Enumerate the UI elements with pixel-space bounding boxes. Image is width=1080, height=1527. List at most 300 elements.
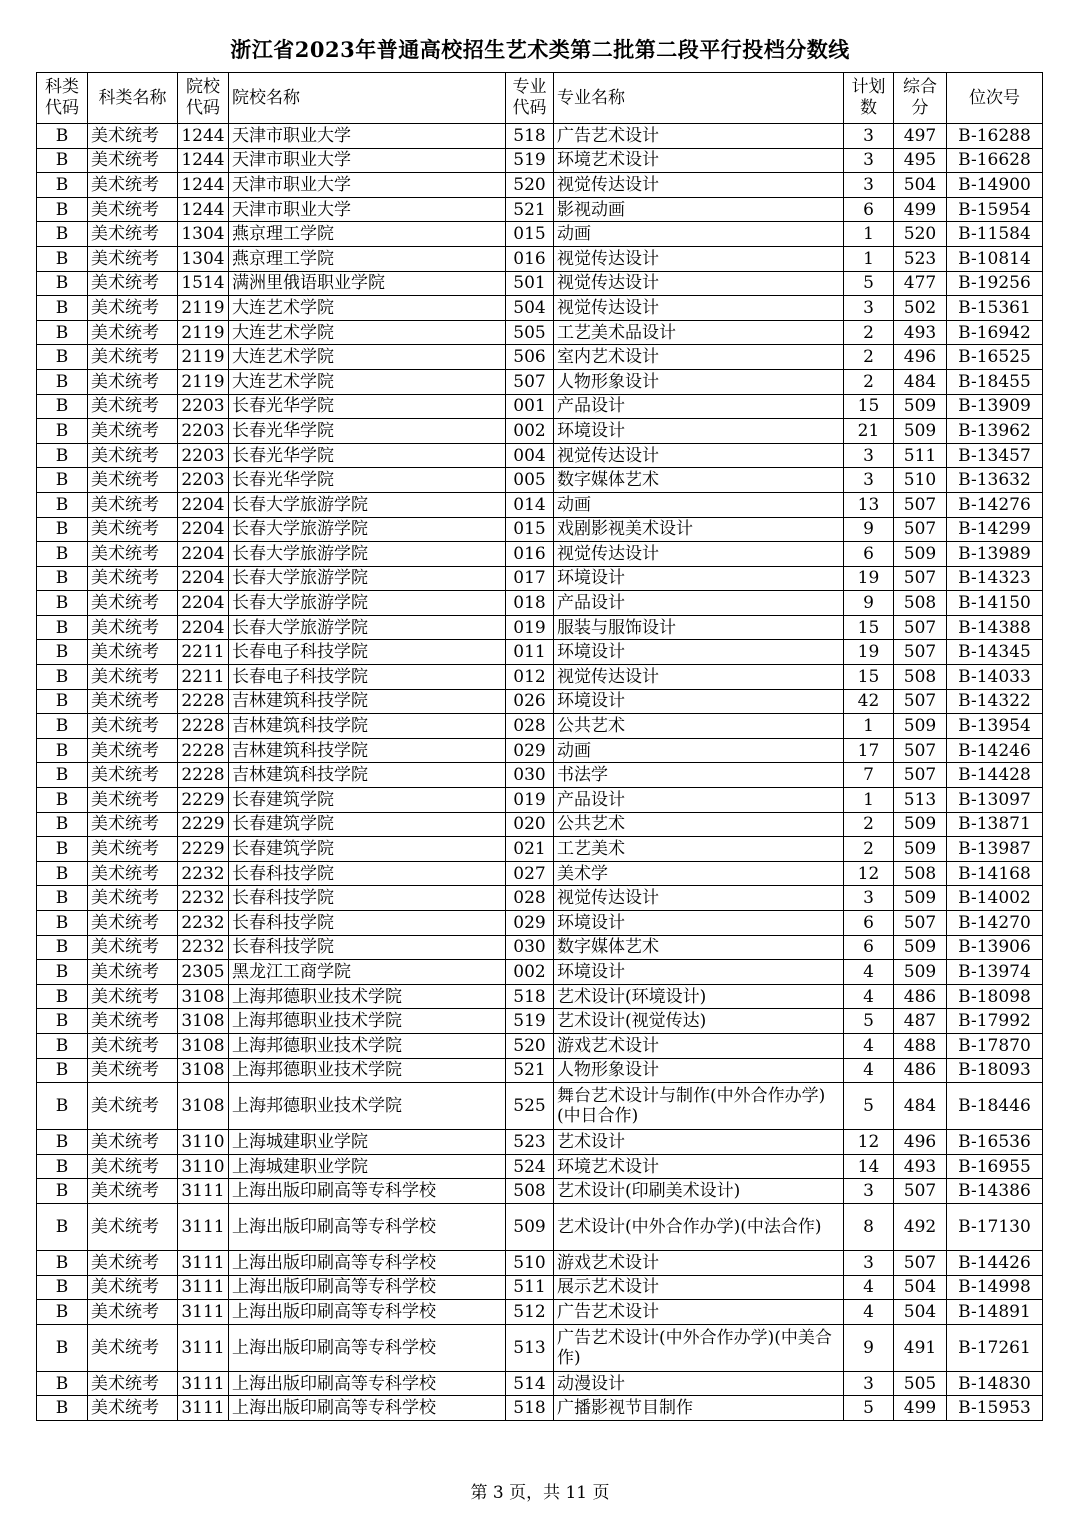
cell-major-name: 公共艺术 xyxy=(554,812,844,837)
header-plan: 计划数 xyxy=(844,73,894,124)
cell-plan: 3 xyxy=(844,1250,894,1275)
cell-major-name: 戏剧影视美术设计 xyxy=(554,517,844,542)
cell-major-code: 027 xyxy=(506,861,554,886)
cell-cat-name: 美术统考 xyxy=(88,517,178,542)
cell-plan: 3 xyxy=(844,1179,894,1204)
cell-school-name: 长春大学旅游学院 xyxy=(229,517,506,542)
cell-score: 509 xyxy=(894,394,947,419)
cell-school-name: 天津市职业大学 xyxy=(229,173,506,198)
cell-major-name: 艺术设计(视觉传达) xyxy=(554,1009,844,1034)
table-row xyxy=(37,394,1043,419)
cell-plan: 3 xyxy=(844,148,894,173)
cell-rank: B-14270 xyxy=(947,911,1043,936)
cell-cat-name: 美术统考 xyxy=(88,1179,178,1204)
cell-plan: 1 xyxy=(844,714,894,739)
cell-school-code: 3108 xyxy=(178,1083,229,1130)
cell-cat-code: B xyxy=(37,345,88,370)
cell-school-name: 大连艺术学院 xyxy=(229,345,506,370)
cell-major-name: 动漫设计 xyxy=(554,1371,844,1396)
cell-cat-name: 美术统考 xyxy=(88,615,178,640)
cell-cat-name: 美术统考 xyxy=(88,320,178,345)
cell-rank: B-15953 xyxy=(947,1396,1043,1421)
cell-plan: 4 xyxy=(844,984,894,1009)
cell-cat-code: B xyxy=(37,960,88,985)
cell-major-code: 520 xyxy=(506,1033,554,1058)
cell-rank: B-13457 xyxy=(947,443,1043,468)
cell-plan: 1 xyxy=(844,788,894,813)
cell-school-code: 2228 xyxy=(178,714,229,739)
cell-major-name: 动画 xyxy=(554,492,844,517)
cell-cat-name: 美术统考 xyxy=(88,886,178,911)
cell-school-code: 2203 xyxy=(178,394,229,419)
cell-school-code: 2204 xyxy=(178,542,229,567)
cell-school-name: 长春大学旅游学院 xyxy=(229,566,506,591)
cell-score: 520 xyxy=(894,222,947,247)
cell-school-code: 2232 xyxy=(178,886,229,911)
cell-major-code: 016 xyxy=(506,246,554,271)
cell-cat-code: B xyxy=(37,1371,88,1396)
cell-school-code: 2204 xyxy=(178,591,229,616)
cell-score: 495 xyxy=(894,148,947,173)
cell-major-code: 001 xyxy=(506,394,554,419)
cell-plan: 2 xyxy=(844,837,894,862)
cell-score: 511 xyxy=(894,443,947,468)
cell-cat-name: 美术统考 xyxy=(88,197,178,222)
cell-score: 509 xyxy=(894,837,947,862)
cell-cat-name: 美术统考 xyxy=(88,468,178,493)
cell-major-name: 广告艺术设计 xyxy=(554,124,844,149)
cell-school-name: 天津市职业大学 xyxy=(229,148,506,173)
cell-rank: B-14998 xyxy=(947,1275,1043,1300)
cell-major-code: 002 xyxy=(506,960,554,985)
cell-rank: B-14276 xyxy=(947,492,1043,517)
cell-cat-name: 美术统考 xyxy=(88,861,178,886)
cell-major-name: 环境设计 xyxy=(554,640,844,665)
cell-major-code: 505 xyxy=(506,320,554,345)
cell-major-name: 视觉传达设计 xyxy=(554,173,844,198)
cell-school-name: 长春光华学院 xyxy=(229,468,506,493)
table-row xyxy=(37,1250,1043,1275)
table-row xyxy=(37,246,1043,271)
table-row xyxy=(37,173,1043,198)
table-row xyxy=(37,1300,1043,1325)
page-footer: 第 3 页，共 11 页 xyxy=(470,1483,610,1503)
table-row xyxy=(37,443,1043,468)
cell-score: 513 xyxy=(894,788,947,813)
cell-major-name: 公共艺术 xyxy=(554,714,844,739)
cell-major-code: 005 xyxy=(506,468,554,493)
cell-cat-name: 美术统考 xyxy=(88,542,178,567)
cell-plan: 3 xyxy=(844,296,894,321)
cell-cat-code: B xyxy=(37,788,88,813)
cell-cat-code: B xyxy=(37,714,88,739)
cell-score: 507 xyxy=(894,1179,947,1204)
cell-school-code: 2119 xyxy=(178,320,229,345)
cell-cat-code: B xyxy=(37,468,88,493)
cell-school-name: 上海邦德职业技术学院 xyxy=(229,1083,506,1130)
cell-plan: 4 xyxy=(844,960,894,985)
cell-school-code: 2204 xyxy=(178,615,229,640)
cell-school-code: 3111 xyxy=(178,1371,229,1396)
cell-plan: 12 xyxy=(844,861,894,886)
cell-major-code: 504 xyxy=(506,296,554,321)
cell-score: 504 xyxy=(894,1275,947,1300)
cell-cat-code: B xyxy=(37,738,88,763)
cell-major-name: 数字媒体艺术 xyxy=(554,935,844,960)
cell-major-name: 美术学 xyxy=(554,861,844,886)
cell-score: 499 xyxy=(894,1396,947,1421)
cell-school-name: 大连艺术学院 xyxy=(229,296,506,321)
cell-major-name: 环境设计 xyxy=(554,911,844,936)
cell-plan: 6 xyxy=(844,935,894,960)
cell-cat-name: 美术统考 xyxy=(88,640,178,665)
cell-cat-code: B xyxy=(37,566,88,591)
cell-rank: B-13632 xyxy=(947,468,1043,493)
cell-school-code: 3111 xyxy=(178,1324,229,1371)
cell-major-code: 030 xyxy=(506,935,554,960)
cell-cat-name: 美术统考 xyxy=(88,1154,178,1179)
cell-cat-name: 美术统考 xyxy=(88,566,178,591)
cell-major-name: 视觉传达设计 xyxy=(554,665,844,690)
cell-cat-code: B xyxy=(37,861,88,886)
cell-school-code: 3111 xyxy=(178,1275,229,1300)
cell-school-name: 长春科技学院 xyxy=(229,911,506,936)
table-row xyxy=(37,492,1043,517)
cell-score: 505 xyxy=(894,1371,947,1396)
cell-major-code: 028 xyxy=(506,714,554,739)
cell-school-code: 3108 xyxy=(178,1009,229,1034)
cell-major-code: 026 xyxy=(506,689,554,714)
table-row xyxy=(37,615,1043,640)
cell-plan: 17 xyxy=(844,738,894,763)
cell-major-code: 018 xyxy=(506,591,554,616)
cell-school-code: 3111 xyxy=(178,1300,229,1325)
cell-major-name: 视觉传达设计 xyxy=(554,542,844,567)
cell-major-code: 002 xyxy=(506,419,554,444)
table-row xyxy=(37,222,1043,247)
cell-cat-code: B xyxy=(37,1396,88,1421)
table-row xyxy=(37,1154,1043,1179)
cell-cat-code: B xyxy=(37,1009,88,1034)
cell-major-code: 519 xyxy=(506,148,554,173)
cell-rank: B-14428 xyxy=(947,763,1043,788)
cell-school-name: 满洲里俄语职业学院 xyxy=(229,271,506,296)
cell-rank: B-13871 xyxy=(947,812,1043,837)
cell-cat-name: 美术统考 xyxy=(88,911,178,936)
cell-major-code: 012 xyxy=(506,665,554,690)
table-row xyxy=(37,1033,1043,1058)
cell-school-code: 2232 xyxy=(178,911,229,936)
cell-score: 508 xyxy=(894,591,947,616)
cell-cat-code: B xyxy=(37,246,88,271)
cell-rank: B-17992 xyxy=(947,1009,1043,1034)
cell-plan: 4 xyxy=(844,1058,894,1083)
cell-major-code: 521 xyxy=(506,1058,554,1083)
cell-school-code: 2119 xyxy=(178,369,229,394)
cell-major-code: 518 xyxy=(506,984,554,1009)
cell-school-name: 吉林建筑科技学院 xyxy=(229,763,506,788)
cell-plan: 13 xyxy=(844,492,894,517)
cell-cat-code: B xyxy=(37,394,88,419)
table-row xyxy=(37,566,1043,591)
cell-rank: B-13906 xyxy=(947,935,1043,960)
table-row xyxy=(37,369,1043,394)
cell-rank: B-14830 xyxy=(947,1371,1043,1396)
cell-score: 491 xyxy=(894,1324,947,1371)
cell-plan: 14 xyxy=(844,1154,894,1179)
cell-major-code: 518 xyxy=(506,124,554,149)
cell-school-code: 3111 xyxy=(178,1203,229,1250)
cell-plan: 5 xyxy=(844,271,894,296)
cell-score: 497 xyxy=(894,124,947,149)
cell-cat-name: 美术统考 xyxy=(88,394,178,419)
table-row xyxy=(37,640,1043,665)
cell-major-name: 视觉传达设计 xyxy=(554,443,844,468)
cell-major-name: 环境设计 xyxy=(554,566,844,591)
cell-school-code: 3108 xyxy=(178,984,229,1009)
cell-rank: B-16288 xyxy=(947,124,1043,149)
cell-plan: 1 xyxy=(844,222,894,247)
cell-major-code: 523 xyxy=(506,1130,554,1155)
cell-major-code: 030 xyxy=(506,763,554,788)
cell-cat-code: B xyxy=(37,911,88,936)
cell-plan: 3 xyxy=(844,443,894,468)
cell-school-name: 上海邦德职业技术学院 xyxy=(229,1033,506,1058)
cell-school-code: 1244 xyxy=(178,124,229,149)
cell-rank: B-16942 xyxy=(947,320,1043,345)
table-row xyxy=(37,960,1043,985)
cell-plan: 42 xyxy=(844,689,894,714)
cell-school-code: 2204 xyxy=(178,492,229,517)
cell-major-name: 人物形象设计 xyxy=(554,369,844,394)
cell-cat-code: B xyxy=(37,1154,88,1179)
cell-major-name: 环境设计 xyxy=(554,960,844,985)
cell-rank: B-13909 xyxy=(947,394,1043,419)
cell-plan: 6 xyxy=(844,197,894,222)
cell-cat-code: B xyxy=(37,320,88,345)
cell-major-name: 视觉传达设计 xyxy=(554,886,844,911)
cell-cat-name: 美术统考 xyxy=(88,1371,178,1396)
table-row xyxy=(37,320,1043,345)
header-score: 综合分 xyxy=(894,73,947,124)
cell-plan: 12 xyxy=(844,1130,894,1155)
cell-cat-code: B xyxy=(37,615,88,640)
cell-cat-name: 美术统考 xyxy=(88,665,178,690)
table-row xyxy=(37,935,1043,960)
cell-school-name: 上海城建职业学院 xyxy=(229,1130,506,1155)
cell-rank: B-14426 xyxy=(947,1250,1043,1275)
cell-major-name: 产品设计 xyxy=(554,394,844,419)
cell-major-name: 游戏艺术设计 xyxy=(554,1033,844,1058)
cell-school-code: 1304 xyxy=(178,246,229,271)
cell-major-code: 520 xyxy=(506,173,554,198)
cell-major-code: 014 xyxy=(506,492,554,517)
cell-score: 492 xyxy=(894,1203,947,1250)
cell-plan: 5 xyxy=(844,1009,894,1034)
cell-school-name: 上海邦德职业技术学院 xyxy=(229,1058,506,1083)
table-row xyxy=(37,148,1043,173)
cell-score: 502 xyxy=(894,296,947,321)
cell-score: 509 xyxy=(894,419,947,444)
cell-rank: B-14150 xyxy=(947,591,1043,616)
cell-major-name: 环境艺术设计 xyxy=(554,148,844,173)
cell-cat-name: 美术统考 xyxy=(88,689,178,714)
cell-major-code: 017 xyxy=(506,566,554,591)
cell-school-name: 长春科技学院 xyxy=(229,886,506,911)
cell-plan: 3 xyxy=(844,124,894,149)
cell-cat-code: B xyxy=(37,1033,88,1058)
cell-plan: 9 xyxy=(844,517,894,542)
cell-cat-name: 美术统考 xyxy=(88,837,178,862)
cell-score: 507 xyxy=(894,492,947,517)
table-row xyxy=(37,468,1043,493)
cell-cat-code: B xyxy=(37,591,88,616)
cell-major-name: 环境艺术设计 xyxy=(554,1154,844,1179)
cell-rank: B-13987 xyxy=(947,837,1043,862)
cell-cat-name: 美术统考 xyxy=(88,443,178,468)
cell-major-code: 015 xyxy=(506,517,554,542)
cell-plan: 4 xyxy=(844,1300,894,1325)
cell-cat-code: B xyxy=(37,665,88,690)
cell-plan: 4 xyxy=(844,1275,894,1300)
cell-score: 493 xyxy=(894,1154,947,1179)
cell-major-name: 艺术设计(中外合作办学)(中法合作) xyxy=(554,1203,844,1250)
cell-school-name: 长春大学旅游学院 xyxy=(229,542,506,567)
cell-major-name: 广告艺术设计 xyxy=(554,1300,844,1325)
cell-school-name: 上海出版印刷高等专科学校 xyxy=(229,1324,506,1371)
cell-rank: B-14168 xyxy=(947,861,1043,886)
cell-school-name: 上海出版印刷高等专科学校 xyxy=(229,1275,506,1300)
cell-school-name: 上海出版印刷高等专科学校 xyxy=(229,1371,506,1396)
cell-score: 486 xyxy=(894,1058,947,1083)
cell-major-name: 视觉传达设计 xyxy=(554,271,844,296)
cell-school-code: 2211 xyxy=(178,665,229,690)
cell-cat-code: B xyxy=(37,197,88,222)
table-row xyxy=(37,345,1043,370)
cell-school-name: 黑龙江工商学院 xyxy=(229,960,506,985)
cell-cat-code: B xyxy=(37,689,88,714)
table-row xyxy=(37,1203,1043,1250)
cell-plan: 9 xyxy=(844,1324,894,1371)
cell-rank: B-14386 xyxy=(947,1179,1043,1204)
cell-major-code: 506 xyxy=(506,345,554,370)
cell-cat-code: B xyxy=(37,369,88,394)
cell-cat-name: 美术统考 xyxy=(88,1033,178,1058)
table-row xyxy=(37,419,1043,444)
cell-cat-name: 美术统考 xyxy=(88,738,178,763)
cell-major-code: 513 xyxy=(506,1324,554,1371)
cell-score: 507 xyxy=(894,1250,947,1275)
cell-rank: B-14002 xyxy=(947,886,1043,911)
cell-major-name: 动画 xyxy=(554,738,844,763)
cell-rank: B-16955 xyxy=(947,1154,1043,1179)
cell-school-name: 吉林建筑科技学院 xyxy=(229,714,506,739)
cell-cat-name: 美术统考 xyxy=(88,173,178,198)
cell-school-code: 2119 xyxy=(178,296,229,321)
cell-major-name: 游戏艺术设计 xyxy=(554,1250,844,1275)
cell-cat-code: B xyxy=(37,1250,88,1275)
table-body xyxy=(37,124,1043,1421)
cell-score: 509 xyxy=(894,812,947,837)
cell-cat-name: 美术统考 xyxy=(88,1083,178,1130)
cell-rank: B-15954 xyxy=(947,197,1043,222)
cell-plan: 21 xyxy=(844,419,894,444)
table-header-row xyxy=(37,73,1043,124)
cell-rank: B-17870 xyxy=(947,1033,1043,1058)
cell-score: 507 xyxy=(894,615,947,640)
cell-plan: 3 xyxy=(844,173,894,198)
cell-major-name: 环境设计 xyxy=(554,419,844,444)
cell-score: 484 xyxy=(894,1083,947,1130)
cell-score: 477 xyxy=(894,271,947,296)
table-row xyxy=(37,591,1043,616)
cell-school-name: 上海出版印刷高等专科学校 xyxy=(229,1203,506,1250)
cell-major-code: 508 xyxy=(506,1179,554,1204)
cell-school-code: 3108 xyxy=(178,1058,229,1083)
cell-major-name: 艺术设计(印刷美术设计) xyxy=(554,1179,844,1204)
cell-plan: 3 xyxy=(844,468,894,493)
table-row xyxy=(37,837,1043,862)
cell-major-code: 004 xyxy=(506,443,554,468)
cell-score: 496 xyxy=(894,1130,947,1155)
cell-major-code: 028 xyxy=(506,886,554,911)
cell-school-code: 2229 xyxy=(178,812,229,837)
cell-plan: 15 xyxy=(844,615,894,640)
cell-plan: 7 xyxy=(844,763,894,788)
cell-cat-code: B xyxy=(37,1300,88,1325)
cell-cat-code: B xyxy=(37,984,88,1009)
cell-major-code: 020 xyxy=(506,812,554,837)
table-row xyxy=(37,861,1043,886)
cell-plan: 2 xyxy=(844,345,894,370)
cell-major-name: 工艺美术 xyxy=(554,837,844,862)
cell-major-name: 视觉传达设计 xyxy=(554,296,844,321)
cell-school-name: 长春大学旅游学院 xyxy=(229,492,506,517)
cell-cat-name: 美术统考 xyxy=(88,812,178,837)
cell-cat-name: 美术统考 xyxy=(88,1130,178,1155)
cell-school-code: 2211 xyxy=(178,640,229,665)
cell-cat-name: 美术统考 xyxy=(88,124,178,149)
cell-plan: 8 xyxy=(844,1203,894,1250)
cell-school-name: 长春光华学院 xyxy=(229,419,506,444)
cell-cat-code: B xyxy=(37,222,88,247)
cell-rank: B-14891 xyxy=(947,1300,1043,1325)
table-row xyxy=(37,1396,1043,1421)
cell-cat-code: B xyxy=(37,812,88,837)
cell-cat-name: 美术统考 xyxy=(88,1250,178,1275)
cell-score: 509 xyxy=(894,714,947,739)
table-row xyxy=(37,689,1043,714)
cell-plan: 9 xyxy=(844,591,894,616)
cell-major-name: 展示艺术设计 xyxy=(554,1275,844,1300)
header-major-code: 专业代码 xyxy=(506,73,554,124)
cell-rank: B-14246 xyxy=(947,738,1043,763)
cell-rank: B-17261 xyxy=(947,1324,1043,1371)
cell-score: 523 xyxy=(894,246,947,271)
cell-school-name: 长春电子科技学院 xyxy=(229,640,506,665)
cell-school-name: 长春光华学院 xyxy=(229,394,506,419)
cell-major-name: 工艺美术品设计 xyxy=(554,320,844,345)
cell-school-code: 1244 xyxy=(178,197,229,222)
cell-rank: B-13974 xyxy=(947,960,1043,985)
cell-major-code: 501 xyxy=(506,271,554,296)
cell-cat-code: B xyxy=(37,492,88,517)
table-row xyxy=(37,1275,1043,1300)
cell-major-name: 广告艺术设计(中外合作办学)(中美合作) xyxy=(554,1324,844,1371)
cell-score: 507 xyxy=(894,640,947,665)
cell-plan: 2 xyxy=(844,812,894,837)
cell-major-name: 书法学 xyxy=(554,763,844,788)
